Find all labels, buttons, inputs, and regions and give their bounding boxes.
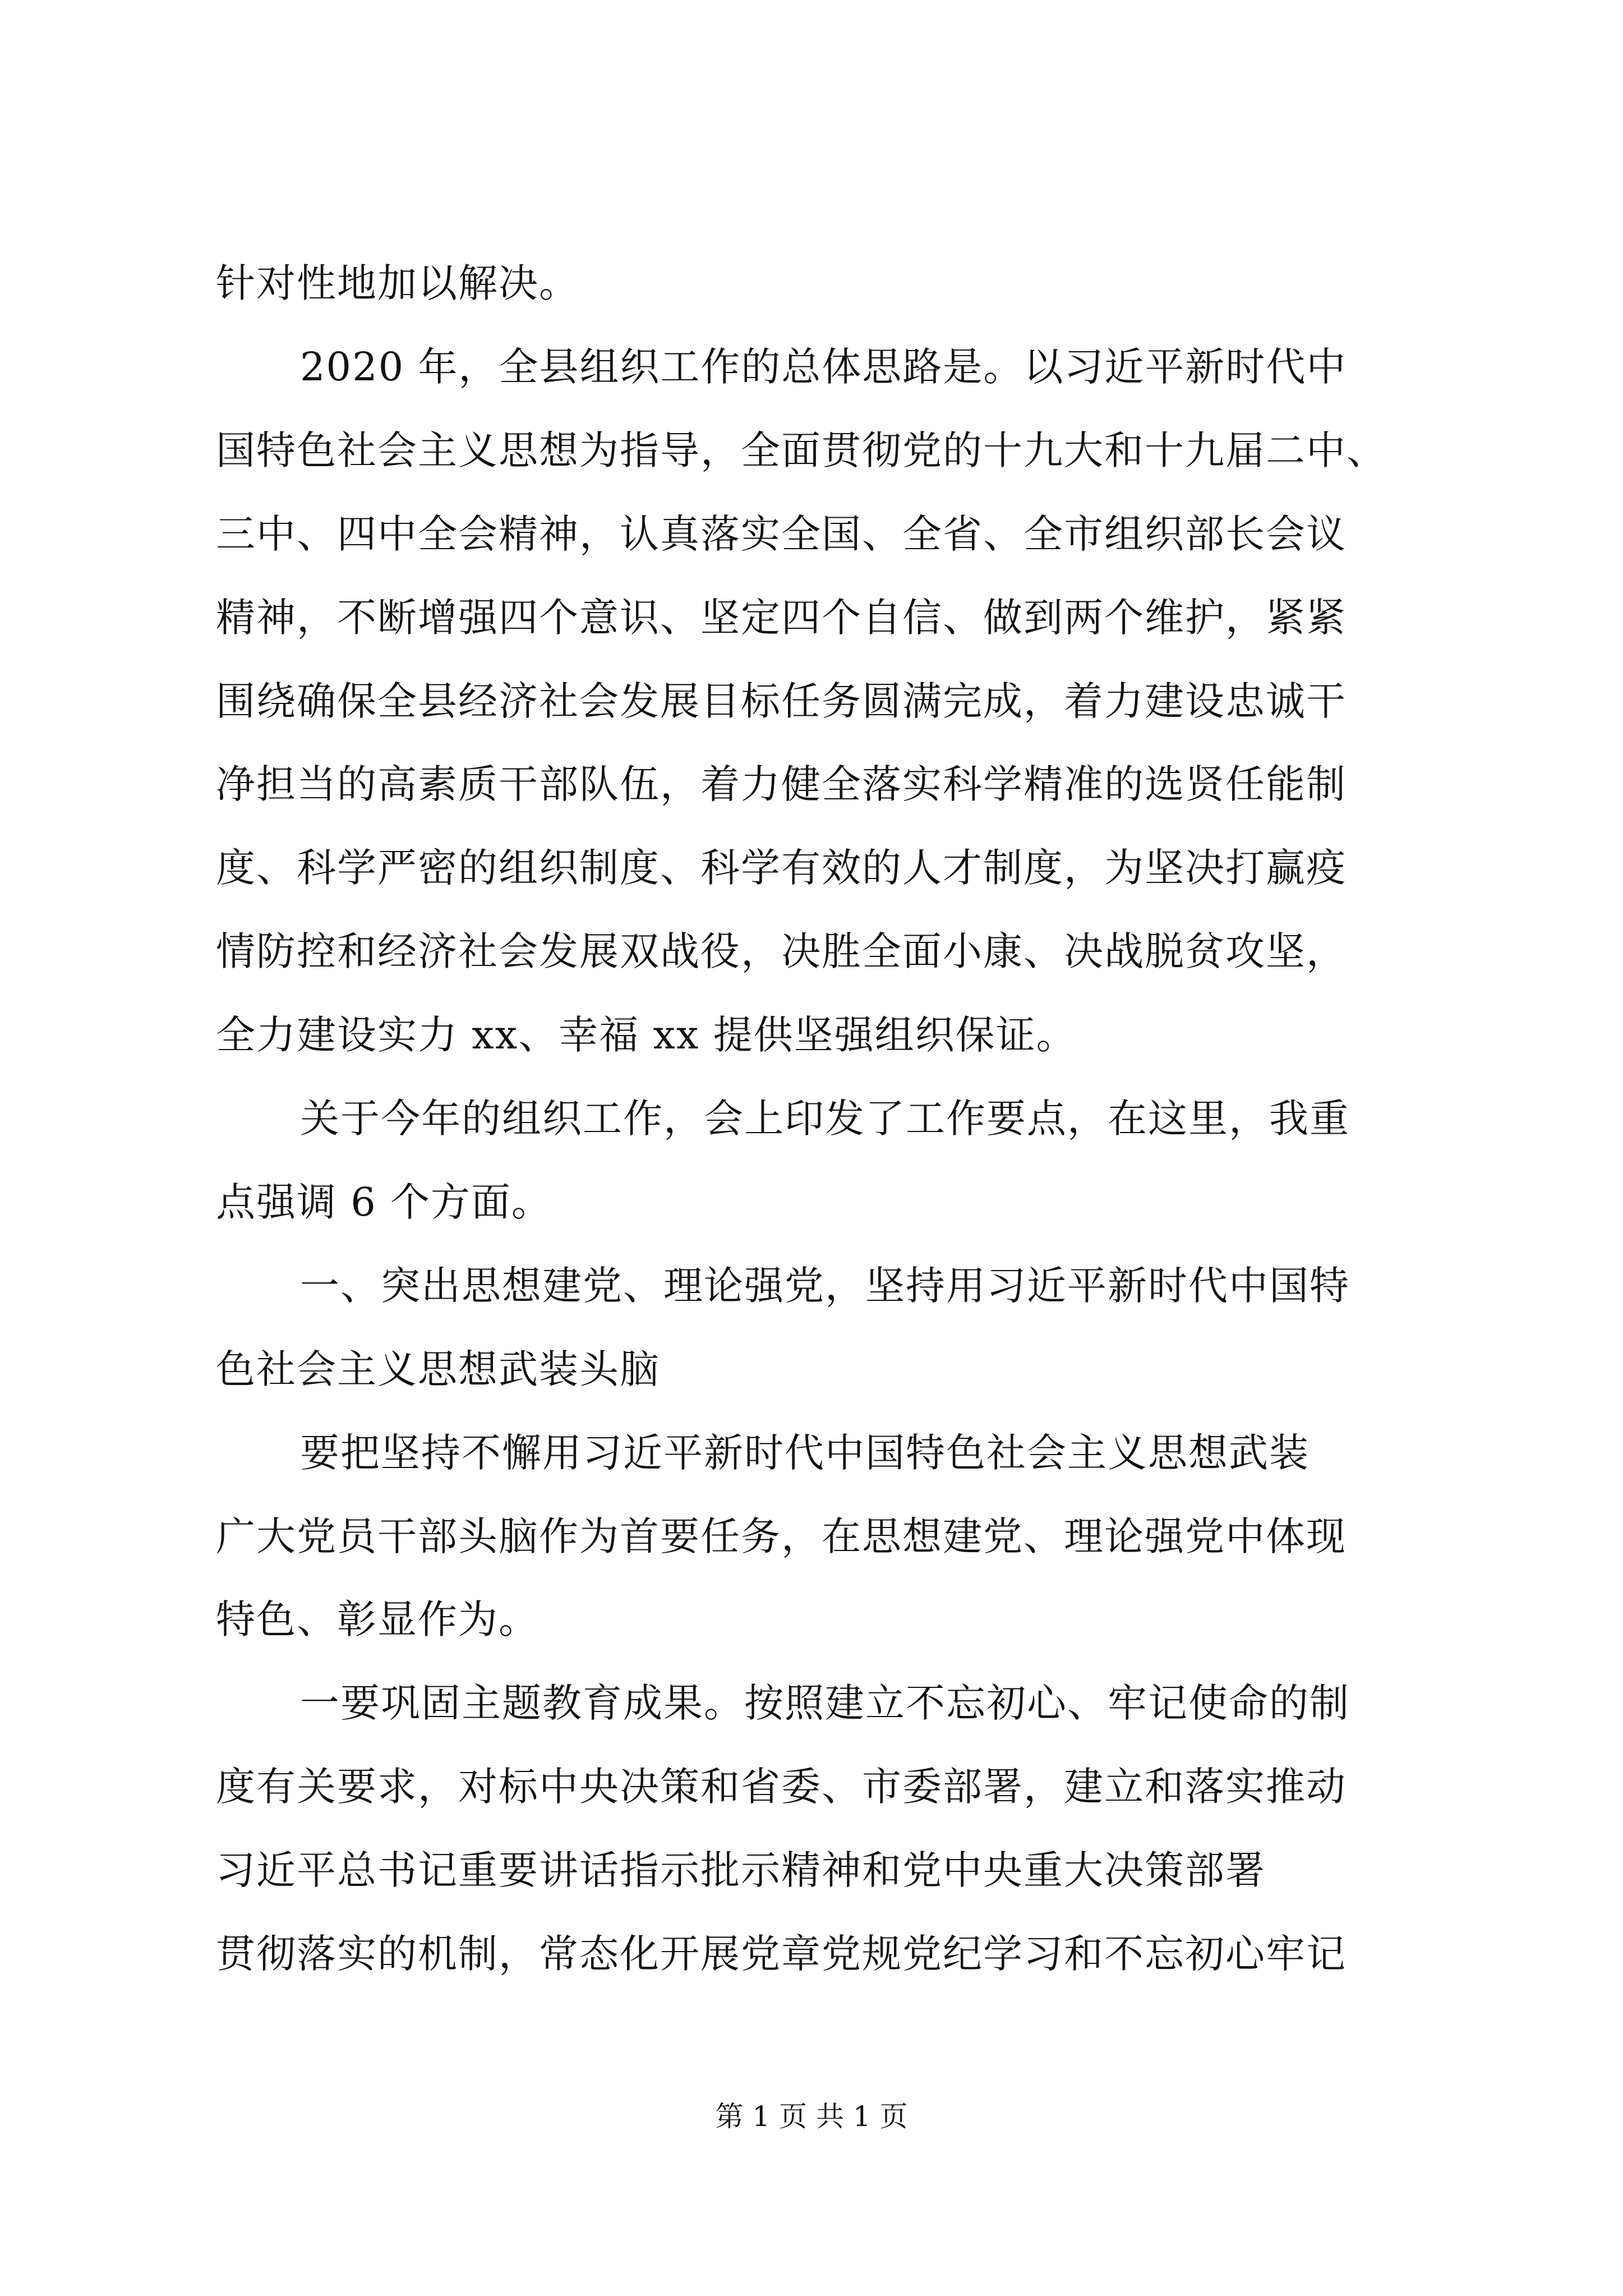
- text-line: 点强调 6 个方面。: [216, 1179, 552, 1225]
- text-line: 贯彻落实的机制，常态化开展党章党规党纪学习和不忘初心牢记: [216, 1931, 1347, 1977]
- section-heading-line: 色社会主义思想武装头脑: [216, 1346, 660, 1392]
- text-line: 广大党员干部头脑作为首要任务，在思想建党、理论强党中体现: [216, 1513, 1347, 1559]
- text-line: 全力建设实力 xx、幸福 xx 提供坚强组织保证。: [216, 1012, 1077, 1058]
- text-line: 度有关要求，对标中央决策和省委、市委部署，建立和落实推动: [216, 1764, 1347, 1810]
- text-line: 围绕确保全县经济社会发展目标任务圆满完成，着力建设忠诚干: [216, 678, 1347, 724]
- text-line: 关于今年的组织工作，会上印发了工作要点，在这里，我重: [300, 1096, 1350, 1142]
- text-line: 针对性地加以解决。: [216, 260, 579, 306]
- section-heading-line: 一、突出思想建党、理论强党，坚持用习近平新时代中国特: [300, 1263, 1350, 1309]
- text-line: 情防控和经济社会发展双战役，决胜全面小康、决战脱贫攻坚，: [216, 928, 1347, 974]
- text-line: 度、科学严密的组织制度、科学有效的人才制度，为坚决打赢疫: [216, 845, 1347, 891]
- text-line: 净担当的高素质干部队伍，着力健全落实科学精准的选贤任能制: [216, 761, 1347, 807]
- text-line: 一要巩固主题教育成果。按照建立不忘初心、牢记使命的制: [300, 1680, 1350, 1726]
- text-line: 2020 年，全县组织工作的总体思路是。以习近平新时代中: [300, 344, 1347, 390]
- page-number: 第 1 页 共 1 页: [715, 2100, 908, 2133]
- text-line: 特色、彰显作为。: [216, 1596, 539, 1642]
- text-line: 精神，不断增强四个意识、坚定四个自信、做到两个维护，紧紧: [216, 595, 1347, 641]
- text-line: 三中、四中全会精神，认真落实全国、全省、全市组织部长会议: [216, 511, 1347, 557]
- text-line: 国特色社会主义思想为指导，全面贯彻党的十九大和十九届二中、: [216, 427, 1387, 473]
- text-line: 习近平总书记重要讲话指示批示精神和党中央重大决策部署: [216, 1847, 1266, 1893]
- text-line: 要把坚持不懈用习近平新时代中国特色社会主义思想武装: [300, 1430, 1310, 1476]
